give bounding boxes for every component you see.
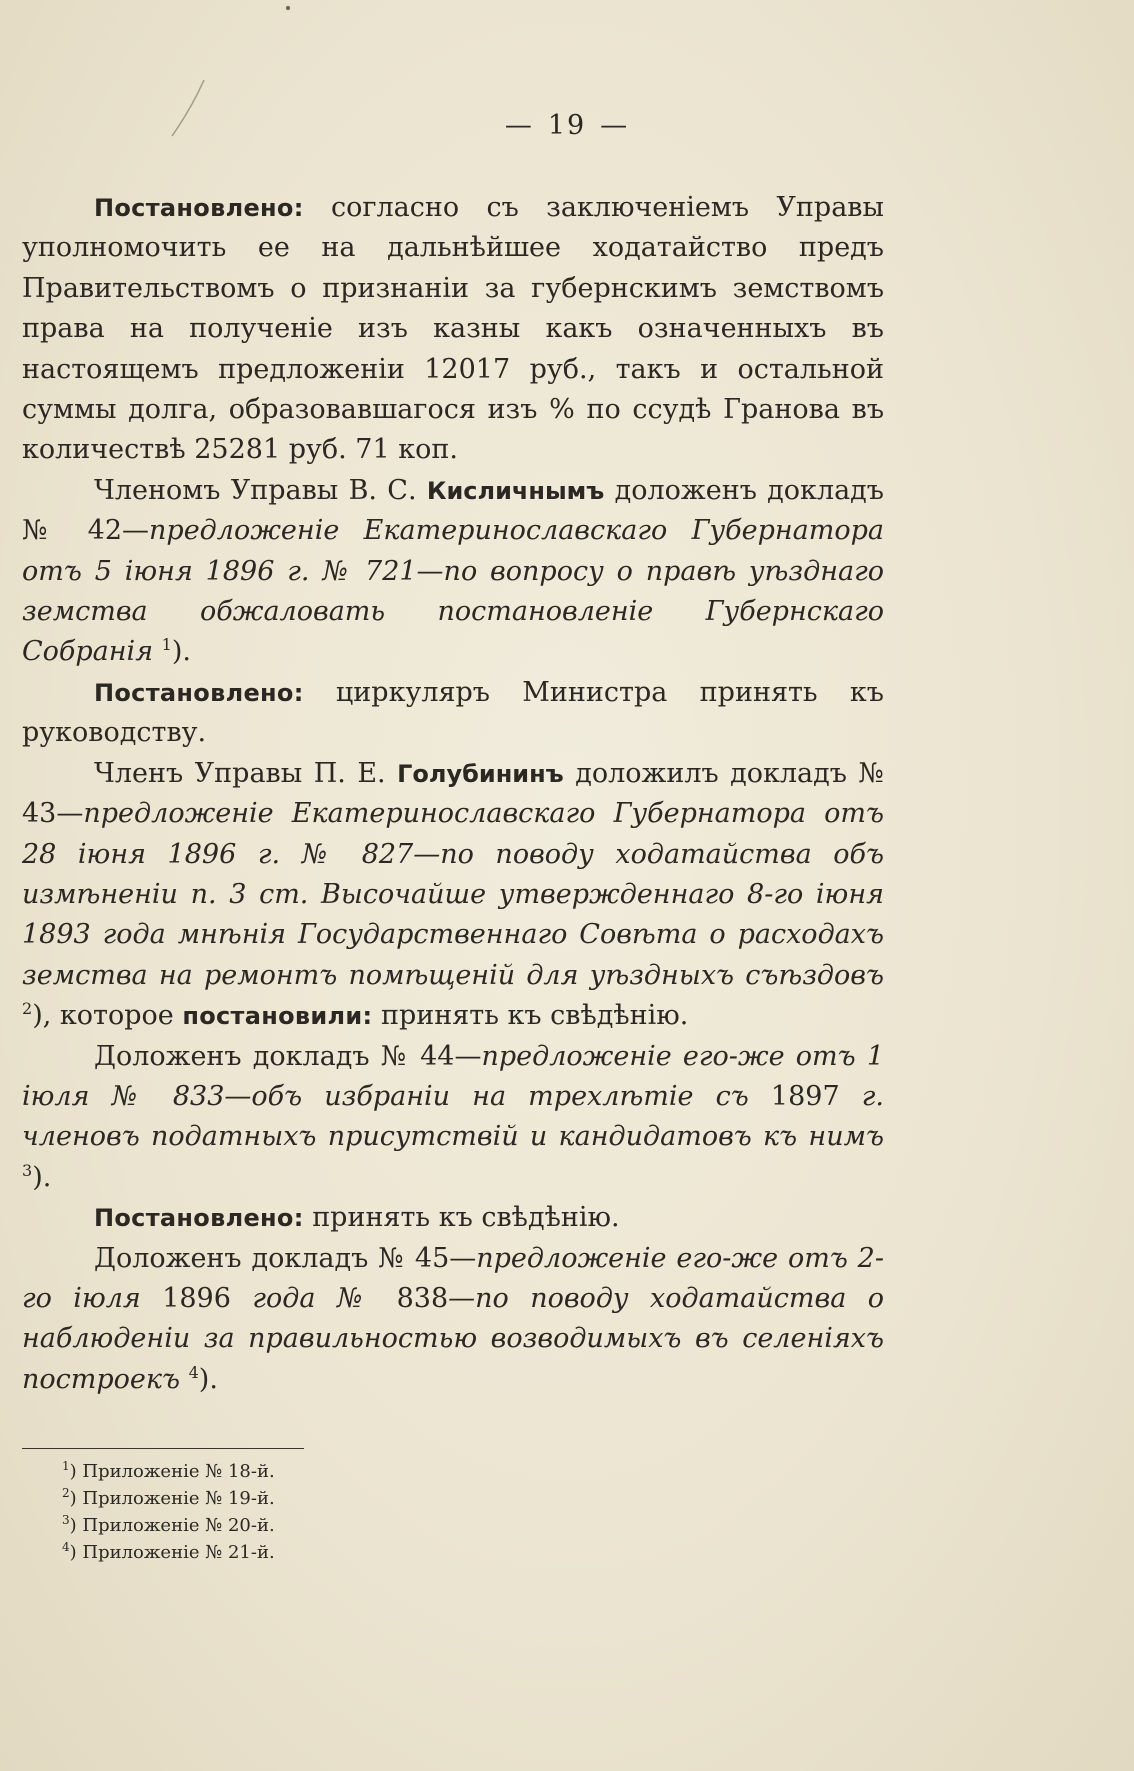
paragraph-text: ). [32,1161,52,1193]
footnote-mark: 1 [62,1459,70,1473]
resolution-label: Постановлено: [94,678,304,707]
footnote-mark: 2 [62,1486,70,1500]
paragraph-report-45 [22,1239,884,1401]
paragraph-resolution-3 [22,1198,884,1238]
paragraph-text: принять къ свѣдѣнію. [312,1202,620,1234]
paragraph-report-42 [22,471,884,673]
member-name: Голубининъ [397,759,564,788]
footnote-item [62,1539,275,1566]
paragraph-text: Членомъ Управы В. С. [94,474,417,506]
paragraph-resolution-2 [22,673,884,754]
paragraph-text: Доложенъ докладъ № 45— [94,1242,477,1274]
report-subject: —по поводу ходатайства о наблюденіи за правильностью возводимыхъ въ селеніяхъ построекъ [22,1282,884,1395]
resolution-label: постановили: [182,1002,373,1031]
print-speck [286,6,290,10]
footnotes [62,1458,275,1566]
member-name: Кисличнымъ [426,476,605,505]
report-subject: предложеніе его-же отъ 1 іюля № 833—объ избраніи на трехлѣтіе съ [22,1040,884,1112]
report-subject: предложеніе его-же отъ 2-го іюля [22,1242,884,1314]
paragraph-text: согласно съ заключеніемъ Управы уполномочить ее на дальнѣйшее ходатайство предъ Правительствомъ о признаніи за губернскимъ земствомъ права на полученіе изъ казны какъ означенныхъ въ настоящемъ предложеніи 12017 руб., такъ и остальной суммы долга, образовавшагося изъ % по ссудѣ Гранова въ количествѣ 25281 руб. 71 коп. [22,192,884,466]
footnote-item [62,1458,275,1485]
report-subject: предложеніе Екатеринославскаго Губернатора отъ 5 іюня 1896 г. № 721—по вопросу о правѣ уѣзднаго земства обжаловать постановленіе Губернскаго Собранія [22,515,884,668]
footnote-ref: 4 [188,1362,199,1382]
paragraph-text: циркуляръ Министра принять къ руководству. [22,676,884,749]
footnote-divider [22,1448,304,1449]
paragraph-text: Доложенъ докладъ № 44— [94,1040,482,1072]
page-number: — 19 — [504,110,630,141]
footnote-text: ) Приложеніе № 20-й. [69,1515,275,1536]
paragraph-text: ). [198,1363,218,1395]
paragraph-resolution-1 [22,188,884,471]
report-subject: года № [252,1282,376,1314]
footnote-ref: 1 [161,635,172,655]
paragraph-text: ). [171,636,191,668]
page-number-value: 19 [547,110,587,141]
footnote-text: ) Приложеніе № 21-й. [69,1542,275,1563]
paragraph-text: 838 [396,1282,449,1314]
report-subject: предложеніе Екатеринославскаго Губернатора отъ 28 іюня 1896 г. № 827—по поводу ходатайства объ измѣненіи п. 3 ст. Высочайше утвержденнаго 8-го іюня 1893 года мнѣнія Государственнаго Совѣта о расходахъ земства на ремонтъ помѣщеній для уѣздныхъ съѣздовъ [22,798,884,991]
paragraph-text: принять къ свѣдѣнію. [381,1000,689,1032]
document-body [22,188,884,1400]
paragraph-report-43 [22,754,884,1037]
paragraph-text: доложилъ докладъ № 43— [22,757,884,830]
resolution-label: Постановлено: [94,1204,304,1233]
footnote-item [62,1512,275,1539]
paragraph-report-44 [22,1037,884,1199]
report-subject: г. членовъ податныхъ присутствій и кандидатовъ къ нимъ [22,1080,884,1153]
paragraph-text: 1897 [770,1080,840,1112]
footnote-text: ) Приложеніе № 19-й. [69,1488,275,1509]
paragraph-text: Членъ Управы П. Е. [94,757,386,789]
footnote-item [62,1485,275,1512]
footnote-mark: 4 [62,1540,70,1554]
paragraph-text: ), которое [32,1000,174,1032]
paragraph-text: 1896 [162,1282,231,1314]
paragraph-text: доложенъ докладъ № 42— [22,474,884,547]
resolution-label: Постановлено: [94,194,304,222]
footnote-text: ) Приложеніе № 18-й. [69,1461,275,1482]
footnote-mark: 3 [62,1513,70,1527]
footnote-ref: 3 [22,1160,33,1180]
footnote-ref: 2 [22,999,33,1019]
